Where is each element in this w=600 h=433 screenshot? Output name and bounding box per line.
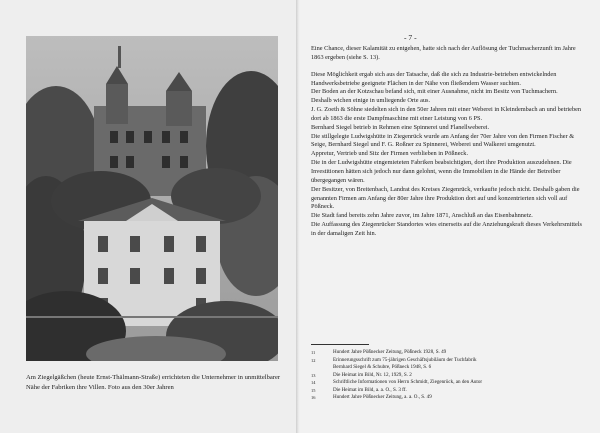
footnote-text: Die Heimat im Bild, a. a. O., S. 3 ff.: [333, 386, 407, 393]
footnote-number: 16: [311, 395, 316, 401]
villa-photo-illustration: [26, 36, 278, 361]
footnote: [311, 394, 581, 402]
footnote-number: 13: [311, 372, 316, 378]
footnote-text: Erinnerungsschrift zum 75-jährigen Geschäftsjubiläum der Tuchfabrik: [333, 356, 477, 363]
footnote-text: Schriftliche Informationen von Herrn Schmidt, Ziegenrück, an den Autor: [333, 379, 483, 386]
paragraph: Der Besitzer, von Breitenbach, Landrat des Kreises Ziegenrück, verkaufte jedoch nicht. Deshalb gaben die genannten Firmen am Anfang der 80er Jahre ihre Produktion dort auf und konzentrierten sich voll auf Pößneck.: [311, 185, 580, 211]
footnotes: [311, 349, 581, 402]
paragraph: Bernhard Siegel betrieb in Rehmen eine Spinnerei und Flanellweberei.: [311, 123, 490, 131]
paragraph: Eine Chance, dieser Kalamität zu entgehen, hatte sich nach der Auflösung der Tuchmacherzunft im Jahre 1863 ergeben (siehe S. 13).: [311, 45, 576, 61]
footnote-rule: [311, 344, 369, 345]
footnote: [311, 379, 581, 387]
body-text: [311, 45, 585, 239]
paragraph: Die stillgelegte Ludwigshütte in Ziegenrück wurde am Anfang der 70er Jahre von den Firmen Fischer & Seige, Bernhard Siegel und F. G. Roßner zu Spinnerei, Weberei und Walkerei umgenutzt.: [311, 132, 575, 149]
footnote-continuation: Bernhard Siegel & Schubre, Pößneck 1948, S. 6: [333, 364, 432, 371]
paragraph: Die Stadt fand bereits zehn Jahre zuvor, im Jahre 1871, Anschluß an das Eisenbahnnetz.: [311, 212, 533, 220]
footnote-number: 12: [311, 357, 316, 363]
paragraph: Appretur, Vertrieb und Sitz der Firmen verblieben in Pößneck.: [311, 150, 469, 158]
photo-caption: Am Ziegelgäßchen (heute Ernst-Thälmann-Straße) errichteten die Unternehmer in unmittelbarer Nähe der Fabriken ihre Villen. Foto aus den 30er Jahren: [26, 374, 281, 391]
footnote-text: Hundert Jahre Pößnecker Zeitung, a. a. O., S. 49: [333, 394, 432, 401]
footnote-text: Hundert Jahre Pößnecker Zeitung, Pößneck 1928, S. 49: [333, 349, 447, 355]
paragraph: Die Auffassung des Ziegenrücker Standortes wies einerseits auf die Anziehungskraft dieses Verkehrsmittels in der damaligen Zeit hin.: [311, 221, 582, 237]
page-number: - 7 -: [404, 33, 417, 42]
paragraph: Deshalb wichen einige in umliegende Orte aus.: [311, 97, 431, 105]
villa-photo: [26, 36, 278, 361]
footnote-text: Die Heimat im Bild, Nr. 12, 1929, S. 2: [333, 371, 412, 378]
footnote: [311, 349, 581, 357]
paragraph: Die in der Ludwigshütte eingemieteten Fabriken beabsichtigten, dort ihre Produktion auszudehnen. Die Investitionen hätten sich jedoch nur dann gelohnt, wenn die Immobilien in die Hände der Betreiber übergegangen wären.: [311, 159, 572, 184]
footnote-number: 11: [311, 350, 316, 355]
footnote-number: 14: [311, 380, 316, 386]
paragraph: J. G. Zoeth & Söhne siedelten sich in den 50er Jahren mit einer Weberei in Kleindembach an und betrieben dort ab 1863 die erste Dampfmaschine mit einer Leistung von 6 PS.: [311, 106, 582, 122]
paragraph: Diese Möglichkeit ergab sich aus der Tatsache, daß die sich zu Industrie-betrieben entwickelnden Handwerksbetriebe geeignete Flächen in der Nähe von fließendem Wasser suchten.: [311, 70, 557, 87]
footnote: [311, 357, 581, 365]
footnote-number: 15: [311, 387, 316, 393]
paragraph: Der Boden an der Kotzschau befand sich, mit einer Ausnahme, nicht im Besitz von Tuchmachern.: [311, 88, 558, 96]
